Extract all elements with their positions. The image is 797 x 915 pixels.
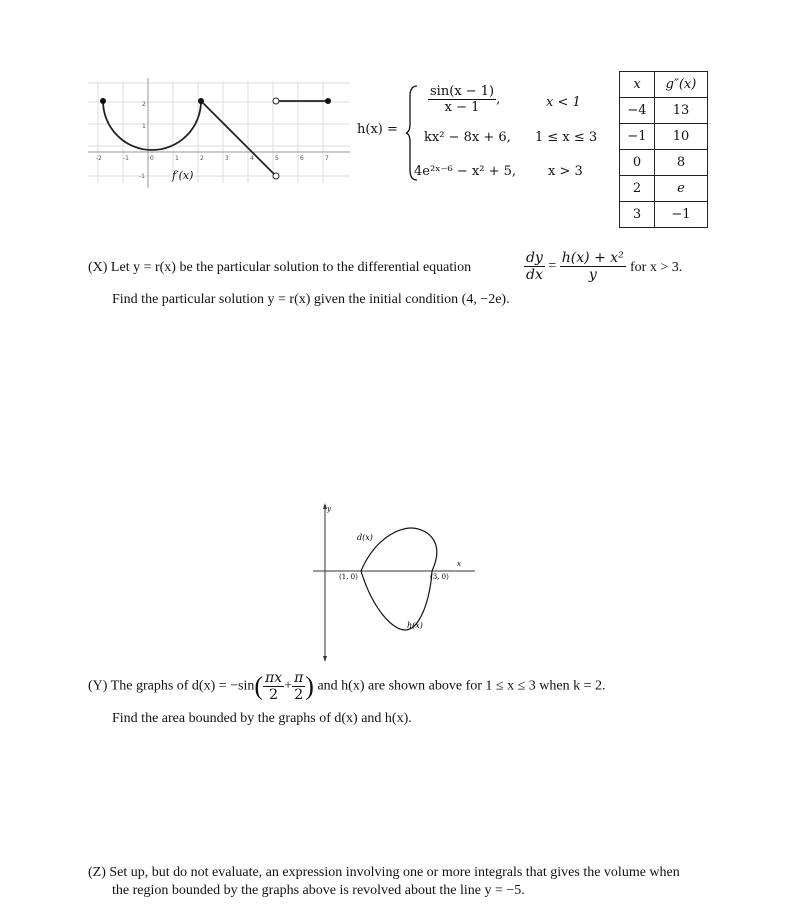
x-tick: -1	[123, 155, 129, 162]
closed-point	[325, 98, 331, 104]
x-axis-label: x	[457, 560, 461, 568]
x-tick: 7	[325, 155, 329, 162]
x-tick: 5	[275, 155, 279, 162]
open-point	[273, 173, 279, 179]
x-tick: 6	[300, 155, 304, 162]
table-row	[620, 150, 708, 176]
x-tick: 2	[200, 155, 204, 162]
f-prime-semicircle	[103, 101, 201, 150]
h-label: h(x)	[407, 621, 423, 630]
f-prime-line-segment	[201, 101, 276, 176]
case3-expression: 4e²ˣ⁻⁶ − x² + 5,	[414, 164, 517, 179]
f-prime-graph	[88, 78, 350, 188]
table-header-cell: g″(x)	[655, 72, 708, 98]
case2-condition: 1 ≤ x ≤ 3	[535, 130, 598, 145]
y-axis-arrow-down	[323, 656, 327, 662]
table-cell: 10	[655, 124, 708, 150]
question-x-dydx: $\frac{dy}{dx}$ = $\frac{\text{h(x) + x²}}{y}$	[526, 250, 624, 283]
table-header-cell: x	[620, 72, 655, 98]
question-x-line1	[88, 260, 471, 276]
table-cell: 2	[620, 176, 655, 202]
question-x-line2: Find the particular solution y = r(x) given the initial condition (4, −2e).	[112, 292, 510, 307]
open-point	[273, 98, 279, 104]
y-tick: 1	[142, 123, 146, 130]
f-prime-grid	[88, 81, 350, 183]
question-y-line2: Find the area bounded by the graphs of d(x) and h(x).	[112, 711, 412, 726]
question-y-line1: (Y) The graphs of d(x) = −sin( $\frac{\pi x}{2}$ + $\frac{\pi}{2}$ ) and h(x) are shown above for 1 ≤ x ≤ 3 when k = 2.	[88, 670, 606, 703]
table-row	[620, 202, 708, 228]
case2-expression: kx² − 8x + 6,	[424, 130, 511, 145]
x-tick: 0	[150, 155, 154, 162]
x-tick: 3	[225, 155, 229, 162]
table-row	[620, 176, 708, 202]
piecewise-name: h(x) =	[357, 122, 398, 137]
x-tick: 4	[250, 155, 254, 162]
table-cell: −1	[620, 124, 655, 150]
closed-point	[100, 98, 106, 104]
y-axis-label: y	[327, 505, 331, 513]
table-header-row	[620, 72, 708, 98]
g-double-prime-table	[619, 71, 708, 228]
x-tick: -2	[96, 155, 102, 162]
table-cell: e	[655, 176, 708, 202]
d-label: d(x)	[357, 533, 373, 542]
table-row	[620, 124, 708, 150]
point-label: (3, 0)	[430, 573, 449, 581]
question-x-condition: for x > 3.	[630, 260, 683, 275]
table-cell: 13	[655, 98, 708, 124]
table-cell: 0	[620, 150, 655, 176]
case1-condition: x < 1	[546, 95, 581, 110]
case1-expression: $\frac{\sin(x - 1)}{x - 1}$ ,	[430, 84, 501, 115]
table-cell: 3	[620, 202, 655, 228]
closed-point	[198, 98, 204, 104]
table-cell: −1	[655, 202, 708, 228]
d-h-graph	[305, 500, 475, 665]
table-cell: 8	[655, 150, 708, 176]
table-cell: −4	[620, 98, 655, 124]
question-z-line1: (Z) Set up, but do not evaluate, an expression involving one or more integrals that gives the volume when	[88, 865, 680, 880]
case3-condition: x > 3	[548, 164, 583, 179]
f-prime-label: f′(x)	[172, 169, 194, 182]
question-z-line2: the region bounded by the graphs above is revolved about the line y = −5.	[112, 883, 525, 898]
table-row	[620, 98, 708, 124]
question-x-intro: (X) Let y = r(x) be the particular solution to the differential equation	[88, 260, 472, 275]
y-tick: -1	[139, 173, 145, 180]
x-tick: 1	[175, 155, 179, 162]
y-tick: 2	[142, 101, 146, 108]
point-label: (1, 0)	[339, 573, 358, 581]
